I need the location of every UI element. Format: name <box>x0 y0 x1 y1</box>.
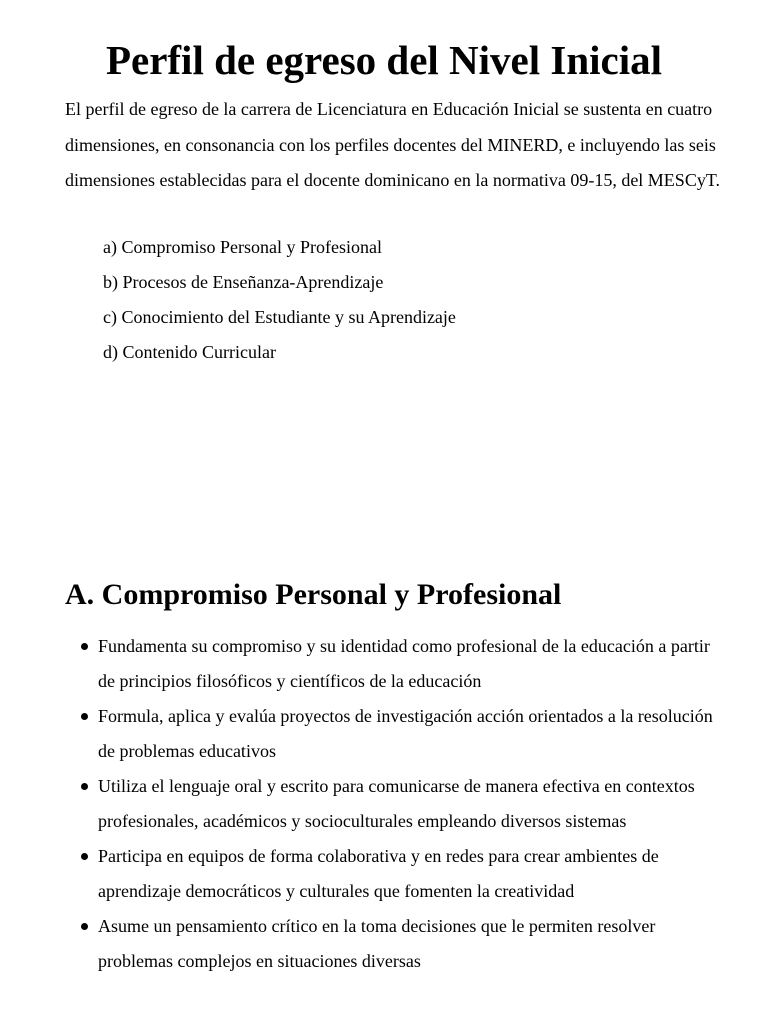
page-title: Perfil de egreso del Nivel Inicial <box>105 37 663 83</box>
bullet-dot-icon <box>81 643 88 650</box>
section-a-bullet-list <box>78 629 718 979</box>
section-a-heading: A. Compromiso Personal y Profesional <box>65 578 562 611</box>
bullet-text: Utiliza el lenguaje oral y escrito para comunicarse de manera efectiva en contextos profesionales, académicos y socioculturales empleando diversos sistemas <box>98 776 695 831</box>
bullet-dot-icon <box>81 853 88 860</box>
bullet-text: Participa en equipos de forma colaborativa y en redes para crear ambientes de aprendizaje democráticos y culturales que fomenten la creatividad <box>98 846 659 901</box>
intro-paragraph: El perfil de egreso de la carrera de Licenciatura en Educación Inicial se sustenta en cuatro dimensiones, en consonancia con los perfiles docentes del MINERD, e incluyendo las seis dimensiones establecidas para el docente dominicano en la normativa 09-15, del MESCyT. <box>65 99 720 190</box>
bullet-item <box>78 769 718 839</box>
dimensions-list <box>103 230 456 370</box>
bullet-dot-icon <box>81 783 88 790</box>
bullet-item <box>78 909 718 979</box>
dimension-item: a) Compromiso Personal y Profesional <box>103 237 382 257</box>
bullet-text: Fundamenta su compromiso y su identidad como profesional de la educación a partir de principios filosóficos y científicos de la educación <box>98 636 710 691</box>
bullet-text: Asume un pensamiento crítico en la toma decisiones que le permiten resolver problemas complejos en situaciones diversas <box>98 916 656 971</box>
bullet-item <box>78 839 718 909</box>
bullet-dot-icon <box>81 923 88 930</box>
bullet-dot-icon <box>81 713 88 720</box>
bullet-text: Formula, aplica y evalúa proyectos de investigación acción orientados a la resolución de problemas educativos <box>98 706 713 761</box>
dimension-item: b) Procesos de Enseñanza-Aprendizaje <box>103 272 384 292</box>
dimension-item: d) Contenido Curricular <box>103 342 276 362</box>
bullet-item <box>78 699 718 769</box>
bullet-item <box>78 629 718 699</box>
dimension-item: c) Conocimiento del Estudiante y su Aprendizaje <box>103 307 456 327</box>
